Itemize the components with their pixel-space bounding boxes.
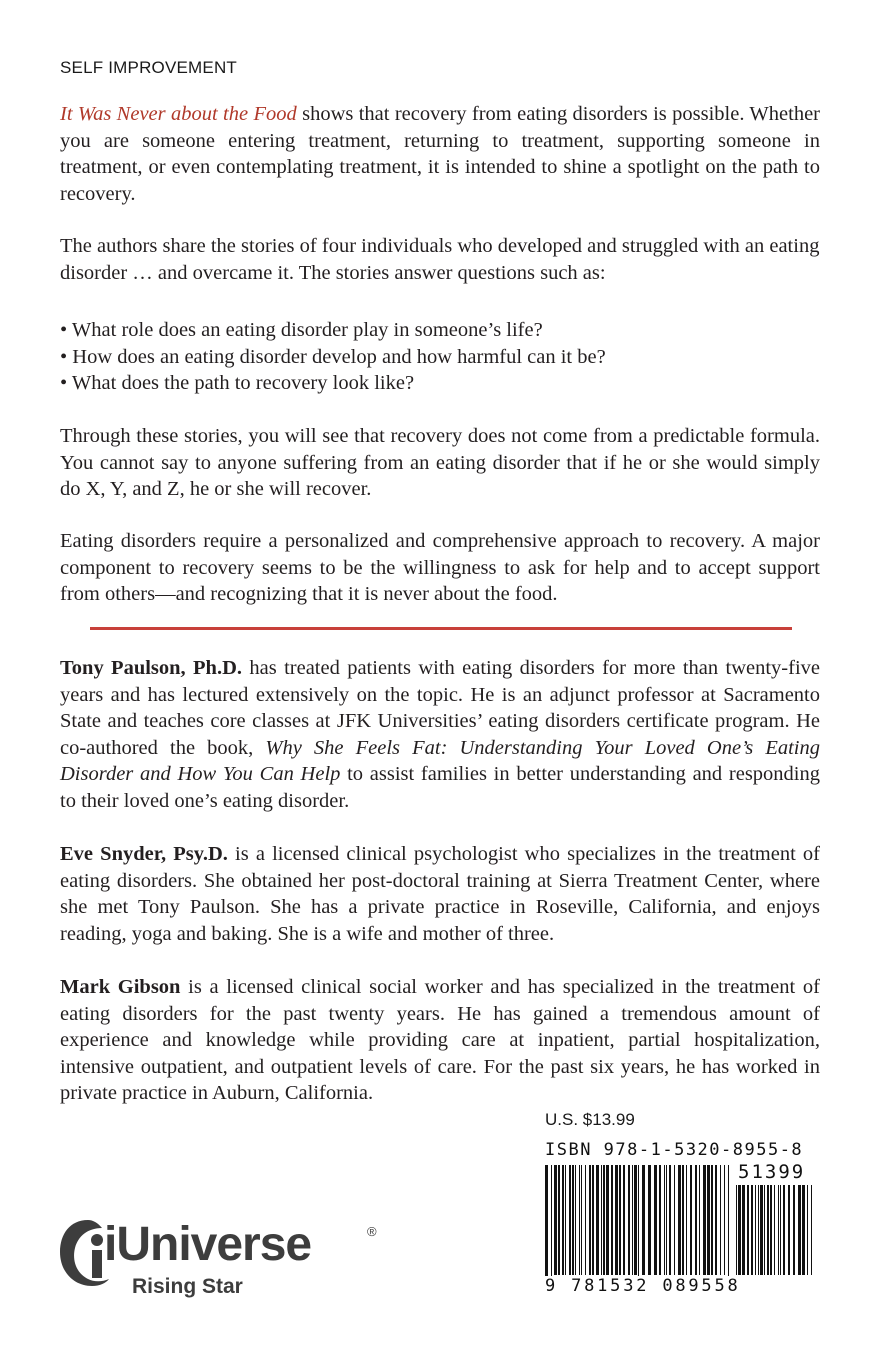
- barcode-bar: [575, 1165, 576, 1275]
- isbn-label: ISBN 978-1-5320-8955-8: [545, 1140, 804, 1160]
- author-bio-mark-gibson: [60, 974, 820, 1107]
- publisher-name: iUniverse: [104, 1218, 312, 1271]
- barcode-bar: [562, 1165, 564, 1275]
- barcode-bar: [764, 1185, 765, 1275]
- author-name: Eve Snyder, Psy.D.: [60, 843, 228, 865]
- barcode-bar: [592, 1165, 594, 1275]
- barcode-bar: [770, 1185, 772, 1275]
- price-label: U.S. $13.99: [545, 1110, 635, 1129]
- author-name: Tony Paulson, Ph.D.: [60, 657, 243, 679]
- barcode-bar: [728, 1165, 729, 1283]
- author-bio-tony-paulson: [60, 655, 820, 814]
- author-name: Mark Gibson: [60, 976, 181, 998]
- barcode-bar: [572, 1165, 574, 1275]
- question-item: • How does an eating disorder develop and how harmful can it be?: [60, 345, 606, 368]
- barcode-bar: [695, 1165, 697, 1275]
- coauthored-book-title: Why She Feels Fat: Understanding Your Loved One’s Eating Disorder and How You Can Help: [60, 736, 820, 785]
- barcode-bar: [596, 1165, 599, 1275]
- barcode-bar: [551, 1165, 552, 1283]
- barcode-bar: [760, 1185, 763, 1275]
- barcode-digits: 9 781532 089558: [545, 1276, 741, 1296]
- barcode-bar: [715, 1165, 717, 1275]
- barcode-bar: [802, 1185, 805, 1275]
- barcode-bar: [699, 1165, 700, 1275]
- barcode-bar: [736, 1185, 737, 1275]
- barcode-bar: [703, 1165, 706, 1275]
- iuniverse-swirl-logo-icon: [58, 1212, 110, 1290]
- intro-paragraph-1: [60, 101, 820, 207]
- book-title: It Was Never about the Food: [60, 103, 297, 125]
- intro-paragraph-1-text: shows that recovery from eating disorders is possible. Whether you are someone entering treatment, returning to treatment, supporting someone in treatment, or even contemplating treatment, it is intended to shine a spotlight on the path to recovery.: [60, 103, 821, 205]
- barcode-bar: [724, 1165, 725, 1275]
- barcode-bar: [751, 1185, 753, 1275]
- author-bio-text: is a licensed clinical psychologist who specializes in the treatment of eating disorders. She obtained her post-doctoral training at Sierra Treatment Center, where she met Tony Paulson. She has a private practice in Roseville, California, and enjoys reading, yoga and baking. She is a wife and mother of three.: [60, 843, 820, 945]
- barcode-bar: [619, 1165, 621, 1275]
- publisher-imprint: Rising Star: [132, 1275, 243, 1298]
- barcode-bar: [690, 1165, 692, 1275]
- barcode-bar: [793, 1185, 795, 1275]
- barcode-bar: [674, 1165, 675, 1275]
- question-item: • What role does an eating disorder play in someone’s life?: [60, 319, 543, 341]
- barcode-bar: [565, 1165, 566, 1275]
- barcode-bar: [707, 1165, 710, 1275]
- barcode-bar: [611, 1165, 613, 1275]
- barcode-bar: [554, 1165, 557, 1275]
- barcode-bar: [545, 1165, 548, 1283]
- barcode-bar: [742, 1185, 745, 1275]
- barcode-bar: [747, 1185, 749, 1275]
- barcode-bar: [601, 1165, 602, 1275]
- barcode-bar: [755, 1185, 756, 1275]
- barcode-bar: [678, 1165, 681, 1275]
- price-addon-barcode: [736, 1185, 814, 1283]
- barcode-bar: [642, 1165, 645, 1275]
- barcode-bar: [664, 1165, 665, 1275]
- barcode-bar: [669, 1165, 671, 1275]
- question-list: [60, 317, 820, 397]
- barcode-bar: [615, 1165, 618, 1275]
- barcode-bar: [780, 1185, 781, 1275]
- barcode-bar: [738, 1185, 741, 1275]
- registered-mark: ®: [367, 1224, 377, 1239]
- intro-paragraph-4: Eating disorders require a personalized and comprehensive approach to recovery. A major component to recovery seems to be the willingness to ask for help and to accept support from others—and recognizing that it is never about the food.: [60, 530, 820, 605]
- barcode-bar: [778, 1185, 779, 1275]
- barcode-bar: [654, 1165, 657, 1275]
- isbn-barcode: [545, 1165, 730, 1283]
- category-label: SELF IMPROVEMENT: [60, 58, 238, 77]
- barcode-bar: [623, 1165, 625, 1275]
- barcode-bar: [569, 1165, 571, 1275]
- barcode-bar: [811, 1185, 812, 1275]
- barcode-bar: [720, 1165, 721, 1275]
- barcode-bar: [758, 1185, 759, 1275]
- barcode-bar: [603, 1165, 605, 1275]
- barcode-bar: [638, 1165, 639, 1283]
- price-addon-digits: 51399: [738, 1161, 806, 1183]
- author-bio-eve-snyder: [60, 841, 820, 947]
- author-bio-text: has treated patients with eating disorders for more than twenty-five years and has lectured extensively on the topic. He is an adjunct professor at Sacramento State and teaches core classes at JFK Universities’ eating disorders certificate program. He co-authored the book,: [60, 657, 821, 759]
- barcode-bar: [798, 1185, 801, 1275]
- section-divider: [90, 627, 792, 630]
- author-bio-text: to assist families in better understanding and responding to their loved one’s eating disorder.: [60, 763, 820, 812]
- barcode-bar: [628, 1165, 630, 1275]
- intro-paragraph-3: Through these stories, you will see that recovery does not come from a predictable formula. You cannot say to anyone suffering from an eating disorder that if he or she would simply do X, Y, and Z, he or she will recover.: [60, 425, 820, 500]
- barcode-bar: [558, 1165, 560, 1275]
- barcode-bar: [774, 1185, 775, 1275]
- question-item: • What does the path to recovery look like?: [60, 372, 415, 394]
- barcode-bar: [585, 1165, 586, 1275]
- barcode-bar: [634, 1165, 637, 1275]
- barcode-bar: [788, 1185, 790, 1275]
- barcode-bar: [682, 1165, 684, 1275]
- barcode-bar: [581, 1165, 582, 1275]
- barcode-bar: [589, 1165, 591, 1275]
- barcode-bar: [606, 1165, 609, 1275]
- barcode-bar: [666, 1165, 667, 1275]
- author-bio-text: is a licensed clinical social worker and has specialized in the treatment of eating disorders for the past twenty years. He has gained a tremendous amount of experience and knowledge while providing care at inpatient, partial hospitalization, intensive outpatient, and outpatient levels of care. For the past six years, he has worked in private practice in Auburn, California.: [60, 976, 820, 1104]
- barcode-bar: [767, 1185, 769, 1275]
- intro-paragraph-2: The authors share the stories of four individuals who developed and struggled with an eating disorder … and overcame it. The stories answer questions such as:: [60, 235, 820, 284]
- barcode-bar: [579, 1165, 580, 1275]
- barcode-bar: [686, 1165, 687, 1275]
- barcode-bar: [711, 1165, 713, 1275]
- barcode-bar: [632, 1165, 633, 1275]
- barcode-bar: [807, 1185, 808, 1275]
- barcode-bar: [659, 1165, 661, 1275]
- barcode-bar: [648, 1165, 651, 1275]
- barcode-bar: [783, 1185, 785, 1275]
